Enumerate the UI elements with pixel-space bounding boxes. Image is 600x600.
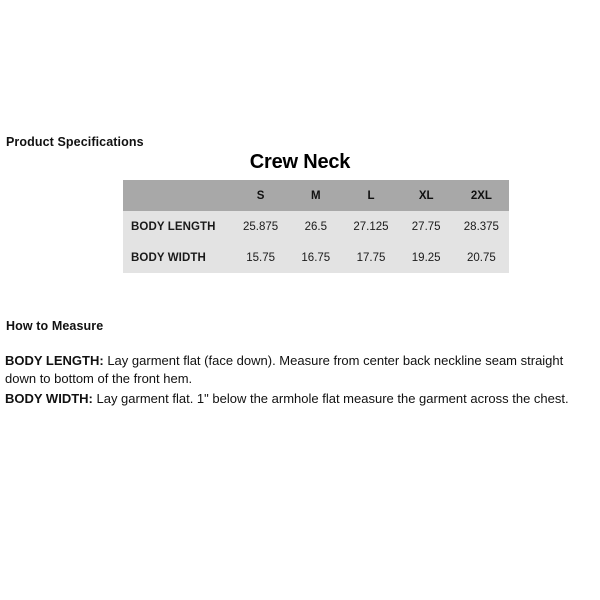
column-header-l: L (367, 189, 375, 202)
product-specifications-heading: Product Specifications (6, 135, 144, 149)
measure-text-body-length: Lay garment flat (face down). Measure from center back neckline seam straight down to bottom of the front hem. (5, 353, 564, 386)
chart-title: Crew Neck (249, 151, 351, 173)
cell-body-width-2xl: 20.75 (466, 251, 496, 264)
column-header-s: S (256, 189, 265, 202)
cell-body-width-m: 16.75 (301, 251, 331, 264)
cell-body-length-2xl: 28.375 (463, 220, 499, 233)
table-header (123, 180, 509, 211)
column-header-blank (123, 180, 233, 211)
cell-body-length-l: 27.125 (353, 220, 389, 233)
measure-instruction-body-width (5, 390, 597, 408)
measure-term-body-length: BODY LENGTH: (5, 353, 104, 368)
measure-term-body-width: BODY WIDTH: (5, 391, 93, 406)
table-body (123, 211, 509, 273)
cell-body-width-l: 17.75 (356, 251, 386, 264)
how-to-measure-heading: How to Measure (6, 319, 104, 333)
how-to-measure-body (5, 352, 597, 411)
cell-body-length-xl: 27.75 (411, 220, 441, 233)
size-chart-table (123, 180, 509, 273)
table-row (123, 242, 509, 273)
column-header-2xl: 2XL (470, 189, 492, 202)
cell-body-width-xl: 19.25 (411, 251, 441, 264)
cell-body-width-s: 15.75 (246, 251, 275, 264)
table-row (123, 211, 509, 242)
measure-instruction-body-length (5, 352, 597, 387)
cell-body-length-s: 25.875 (243, 220, 279, 233)
row-label-body-length: BODY LENGTH (131, 220, 216, 233)
column-header-xl: XL (418, 189, 434, 202)
table-header-row (123, 180, 509, 211)
cell-body-length-m: 26.5 (304, 220, 327, 233)
row-label-body-width: BODY WIDTH (131, 251, 206, 264)
measure-text-body-width: Lay garment flat. 1" below the armhole flat measure the garment across the chest. (92, 391, 569, 406)
column-header-m: M (311, 189, 321, 202)
